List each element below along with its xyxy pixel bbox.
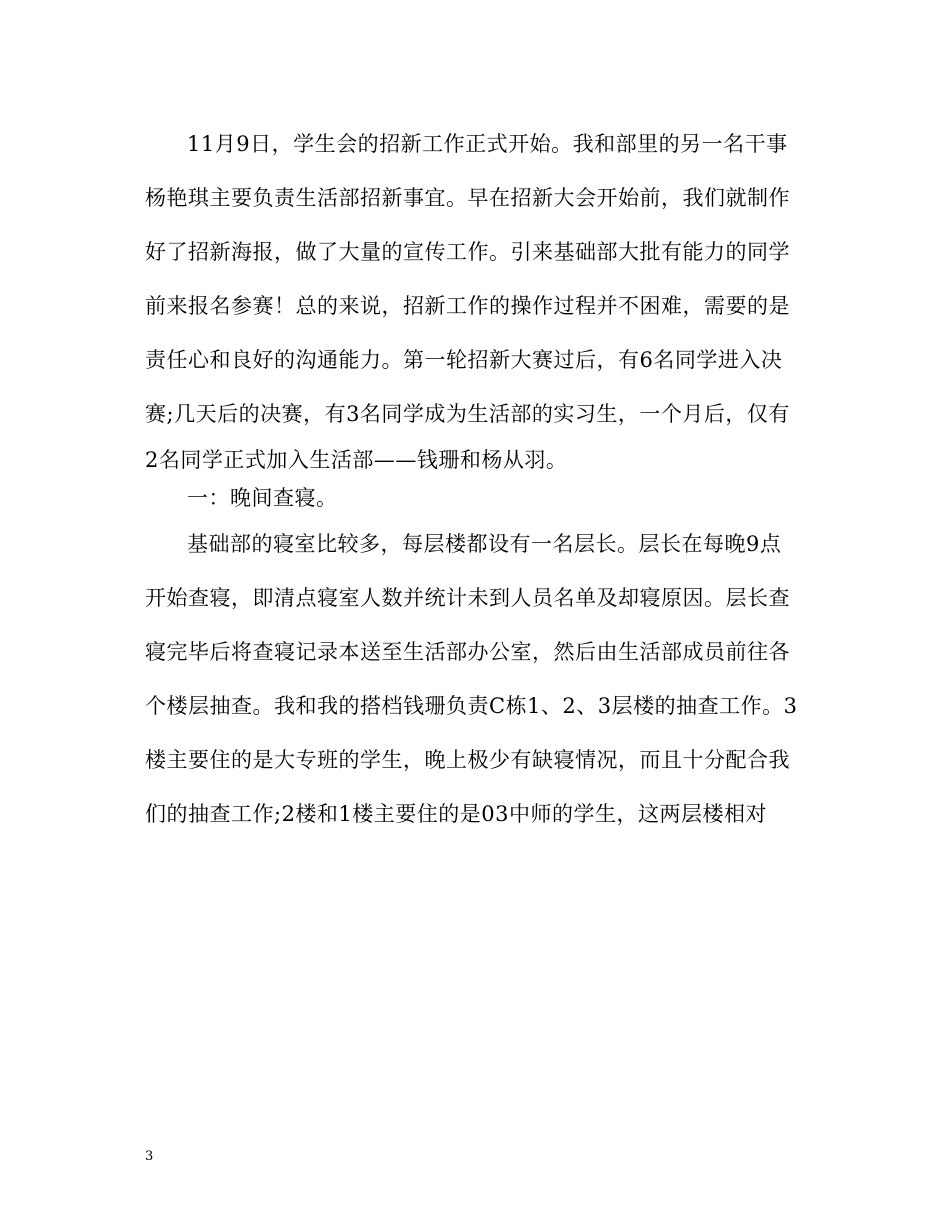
- paragraph-line: 杨艳琪主要负责生活部招新事宜。早在招新大会开始前，我们就制作: [145, 186, 790, 210]
- paragraph-line: 前来报名参赛！总的来说，招新工作的操作过程并不困难，需要的是: [145, 294, 790, 318]
- section-heading: 一：晚间查寝。: [187, 486, 338, 510]
- paragraph-line: 们的抽查工作;2楼和1楼主要住的是03中师的学生，这两层楼相对: [145, 802, 768, 826]
- paragraph-line: 好了招新海报，做了大量的宣传工作。引来基础部大批有能力的同学: [145, 240, 790, 264]
- page-number: 3: [145, 1149, 154, 1164]
- paragraph-line: 11月9日，学生会的招新工作正式开始。我和部里的另一名干事: [187, 132, 788, 156]
- body-text: [145, 117, 815, 841]
- paragraph-line: 责任心和良好的沟通能力。第一轮招新大赛过后，有6名同学进入决: [145, 348, 783, 372]
- paragraph-line: 个楼层抽查。我和我的搭档钱珊负责C栋1、2、3层楼的抽查工作。3: [145, 694, 798, 718]
- paragraph-line: 2名同学正式加入生活部——钱珊和杨从羽。: [145, 448, 568, 472]
- paragraph-line: 开始查寝，即清点寝室人数并统计未到人员名单及却寝原因。层长查: [145, 586, 790, 610]
- paragraph-line: 基础部的寝室比较多，每层楼都设有一名层长。层长在每晚9点: [187, 532, 782, 556]
- paragraph-line: 赛;几天后的决赛，有3名同学成为生活部的实习生，一个月后，仅有: [145, 402, 790, 426]
- paragraph-line: 寝完毕后将查寝记录本送至生活部办公室，然后由生活部成员前往各: [145, 640, 790, 664]
- paragraph-line: 楼主要住的是大专班的学生，晚上极少有缺寝情况，而且十分配合我: [145, 748, 790, 772]
